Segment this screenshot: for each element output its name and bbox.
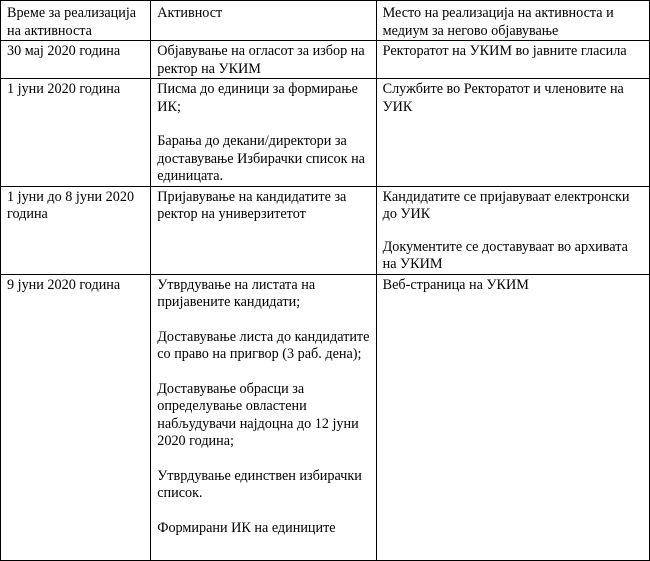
table-row bbox=[1, 79, 650, 187]
activity-text: Утврдување единствен избирачки список. bbox=[157, 467, 362, 501]
table-row bbox=[1, 186, 650, 274]
activity-text: Утврдување на листата на пријавените кандидати; bbox=[157, 276, 316, 310]
row-place bbox=[376, 274, 649, 560]
row-time: 9 јуни 2020 година bbox=[1, 274, 151, 560]
row-time: 1 јуни 2020 година bbox=[1, 79, 151, 187]
row-activity bbox=[151, 274, 376, 560]
activity-text: Доставување обрасци за определување овластени набљудувачи најдоцна до 12 јуни 2020 година; bbox=[157, 380, 359, 449]
table-row bbox=[1, 41, 650, 79]
header-place: Место на реализација на активноста и медиум за негово објавување bbox=[376, 1, 649, 41]
place-text: Службите во Ректоратот и членовите на УИК bbox=[382, 81, 624, 115]
header-time: Време за реализација на активноста bbox=[1, 1, 151, 41]
row-place bbox=[376, 79, 649, 187]
activity-text: Пријавување на кандидатите за ректор на универзитетот bbox=[157, 188, 347, 222]
place-text: Ректоратот на УКИМ во јавните гласила bbox=[382, 43, 627, 59]
row-activity bbox=[151, 186, 376, 274]
activity-text: Писма до единици за формирање ИК; bbox=[157, 81, 358, 115]
header-row bbox=[1, 1, 650, 41]
row-time: 1 јуни до 8 јуни 2020 година bbox=[1, 186, 151, 274]
activity-text: Доставување листа до кандидатите со право на пригвор (3 раб. дена); bbox=[157, 328, 370, 362]
activity-text: Објавување на огласот за избор на ректор на УКИМ bbox=[157, 43, 365, 77]
activity-text: Формирани ИК на единиците bbox=[157, 519, 336, 536]
row-place bbox=[376, 186, 649, 274]
row-place bbox=[376, 41, 649, 79]
place-text: Веб-страница на УКИМ bbox=[382, 276, 529, 293]
table-row bbox=[1, 274, 650, 560]
row-time: 30 мај 2020 година bbox=[1, 41, 151, 79]
header-activity: Активност bbox=[151, 1, 376, 41]
place-text: Документите се доставуваат во архивата на УКИМ bbox=[382, 238, 628, 272]
place-text: Кандидатите се пријавуваат електронски до УИК bbox=[382, 188, 630, 222]
activity-text: Барања до декани/директори за доставување Избирачки список на единицата. bbox=[157, 133, 365, 184]
row-activity bbox=[151, 41, 376, 79]
row-activity bbox=[151, 79, 376, 187]
